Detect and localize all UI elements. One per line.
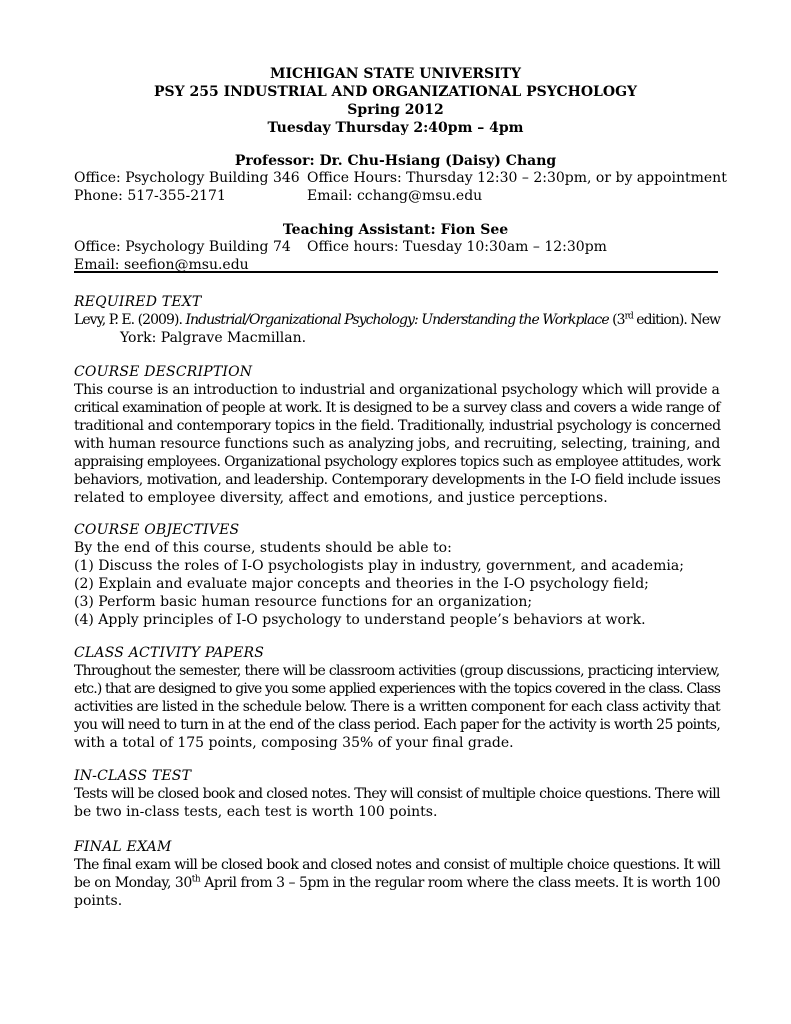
citation-book-title: Industrial/Organizational Psychology: Understanding the Workplace	[185, 312, 609, 328]
course-description-heading: COURSE DESCRIPTION	[74, 364, 253, 380]
class-activity-section	[74, 644, 720, 752]
citation-edition-rest: edition). New	[632, 312, 721, 328]
citation-author: Levy, P. E. (2009).	[74, 312, 186, 328]
in-class-test-heading: IN-CLASS TEST	[74, 768, 192, 784]
objective-item: (4) Apply principles of I-O psychology to understand people’s behaviors at work.	[74, 612, 646, 628]
required-text-heading: REQUIRED TEXT	[74, 294, 202, 310]
course-title: PSY 255 INDUSTRIAL AND ORGANIZATIONAL PSYCHOLOGY	[153, 84, 638, 100]
course-description-section	[74, 363, 720, 507]
final-exam-date-rest: April from 3 – 5pm in the regular room where the class meets. It is worth 100	[200, 875, 721, 891]
course-description-body	[74, 381, 720, 507]
ta-email: Email: seefion@msu.edu	[74, 257, 249, 273]
class-schedule: Tuesday Thursday 2:40pm – 4pm	[267, 120, 524, 136]
professor-heading: Professor: Dr. Chu-Hsiang (Daisy) Chang	[234, 153, 557, 169]
course-objectives-section	[74, 521, 720, 629]
final-exam-date-sup: th	[191, 874, 201, 885]
paragraph-line: Tests will be closed book and closed notes. They will consist of multiple choice questions. There will	[74, 786, 720, 802]
objectives-intro: By the end of this course, students should be able to:	[74, 540, 452, 556]
objective-item: (2) Explain and evaluate major concepts and theories in the I-O psychology field;	[74, 576, 649, 592]
paragraph-line: traditional and contemporary topics in the field. Traditionally, industrial psychology is concerned	[74, 418, 721, 434]
paragraph-line: related to employee diversity, affect and emotions, and justice perceptions.	[74, 490, 608, 506]
citation-publisher: York: Palgrave Macmillan.	[120, 330, 307, 346]
in-class-test-section	[74, 767, 720, 821]
paragraph-line: critical examination of people at work. It is designed to be a survey class and covers a wide range of	[74, 400, 720, 416]
citation-edition-sup: rd	[624, 311, 633, 322]
course-objectives-body	[74, 539, 720, 629]
final-exam-body	[74, 856, 720, 910]
final-exam-date-prefix: be on Monday, 30	[74, 875, 192, 891]
ta-heading: Teaching Assistant: Fion See	[282, 222, 509, 238]
citation-edition-open: (3	[608, 312, 625, 328]
professor-office: Office: Psychology Building 346	[74, 170, 300, 186]
paragraph-line: etc.) that are designed to give you some applied experiences with the topics covered in the class. Class	[74, 681, 721, 697]
objective-item: (1) Discuss the roles of I-O psychologists play in industry, government, and academia;	[74, 558, 684, 574]
professor-email: Email: cchang@msu.edu	[307, 188, 483, 204]
required-text-section	[74, 293, 720, 347]
paragraph-line: Throughout the semester, there will be classroom activities (group discussions, practicing interview,	[74, 663, 720, 679]
paragraph-line: behaviors, motivation, and leadership. Contemporary developments in the I-O field include issues	[74, 472, 721, 488]
paragraph-line: points.	[74, 893, 123, 909]
university-name: MICHIGAN STATE UNIVERSITY	[269, 66, 522, 82]
class-activity-heading: CLASS ACTIVITY PAPERS	[74, 645, 265, 661]
in-class-test-body	[74, 785, 720, 821]
class-activity-body	[74, 662, 720, 752]
paragraph-line: This course is an introduction to industrial and organizational psychology which will provide a	[74, 382, 720, 398]
paragraph-line: be two in-class tests, each test is worth 100 points.	[74, 804, 438, 820]
ta-office-hours: Office hours: Tuesday 10:30am – 12:30pm	[307, 239, 607, 255]
required-text-citation	[74, 311, 720, 347]
paragraph-line: The final exam will be closed book and closed notes and consist of multiple choice questions. It will	[74, 857, 721, 873]
final-exam-section	[74, 838, 720, 910]
paragraph-line: you will need to turn in at the end of the class period. Each paper for the activity is worth 25 points,	[74, 717, 721, 733]
paragraph-line: activities are listed in the schedule below. There is a written component for each class activity that	[74, 699, 721, 715]
paragraph-line: with a total of 175 points, composing 35% of your final grade.	[74, 735, 514, 751]
professor-phone: Phone: 517-355-2171	[74, 188, 226, 204]
course-objectives-heading: COURSE OBJECTIVES	[74, 522, 240, 538]
ta-office: Office: Psychology Building 74	[74, 239, 291, 255]
objective-item: (3) Perform basic human resource functions for an organization;	[74, 594, 533, 610]
header-divider	[74, 271, 718, 273]
final-exam-heading: FINAL EXAM	[74, 839, 172, 855]
term: Spring 2012	[347, 102, 444, 118]
paragraph-line: appraising employees. Organizational psychology explores topics such as employee attitudes, work	[74, 454, 721, 470]
professor-office-hours: Office Hours: Thursday 12:30 – 2:30pm, or by appointment	[307, 170, 727, 186]
paragraph-line: with human resource functions such as analyzing jobs, and recruiting, selecting, training, and	[74, 436, 721, 452]
